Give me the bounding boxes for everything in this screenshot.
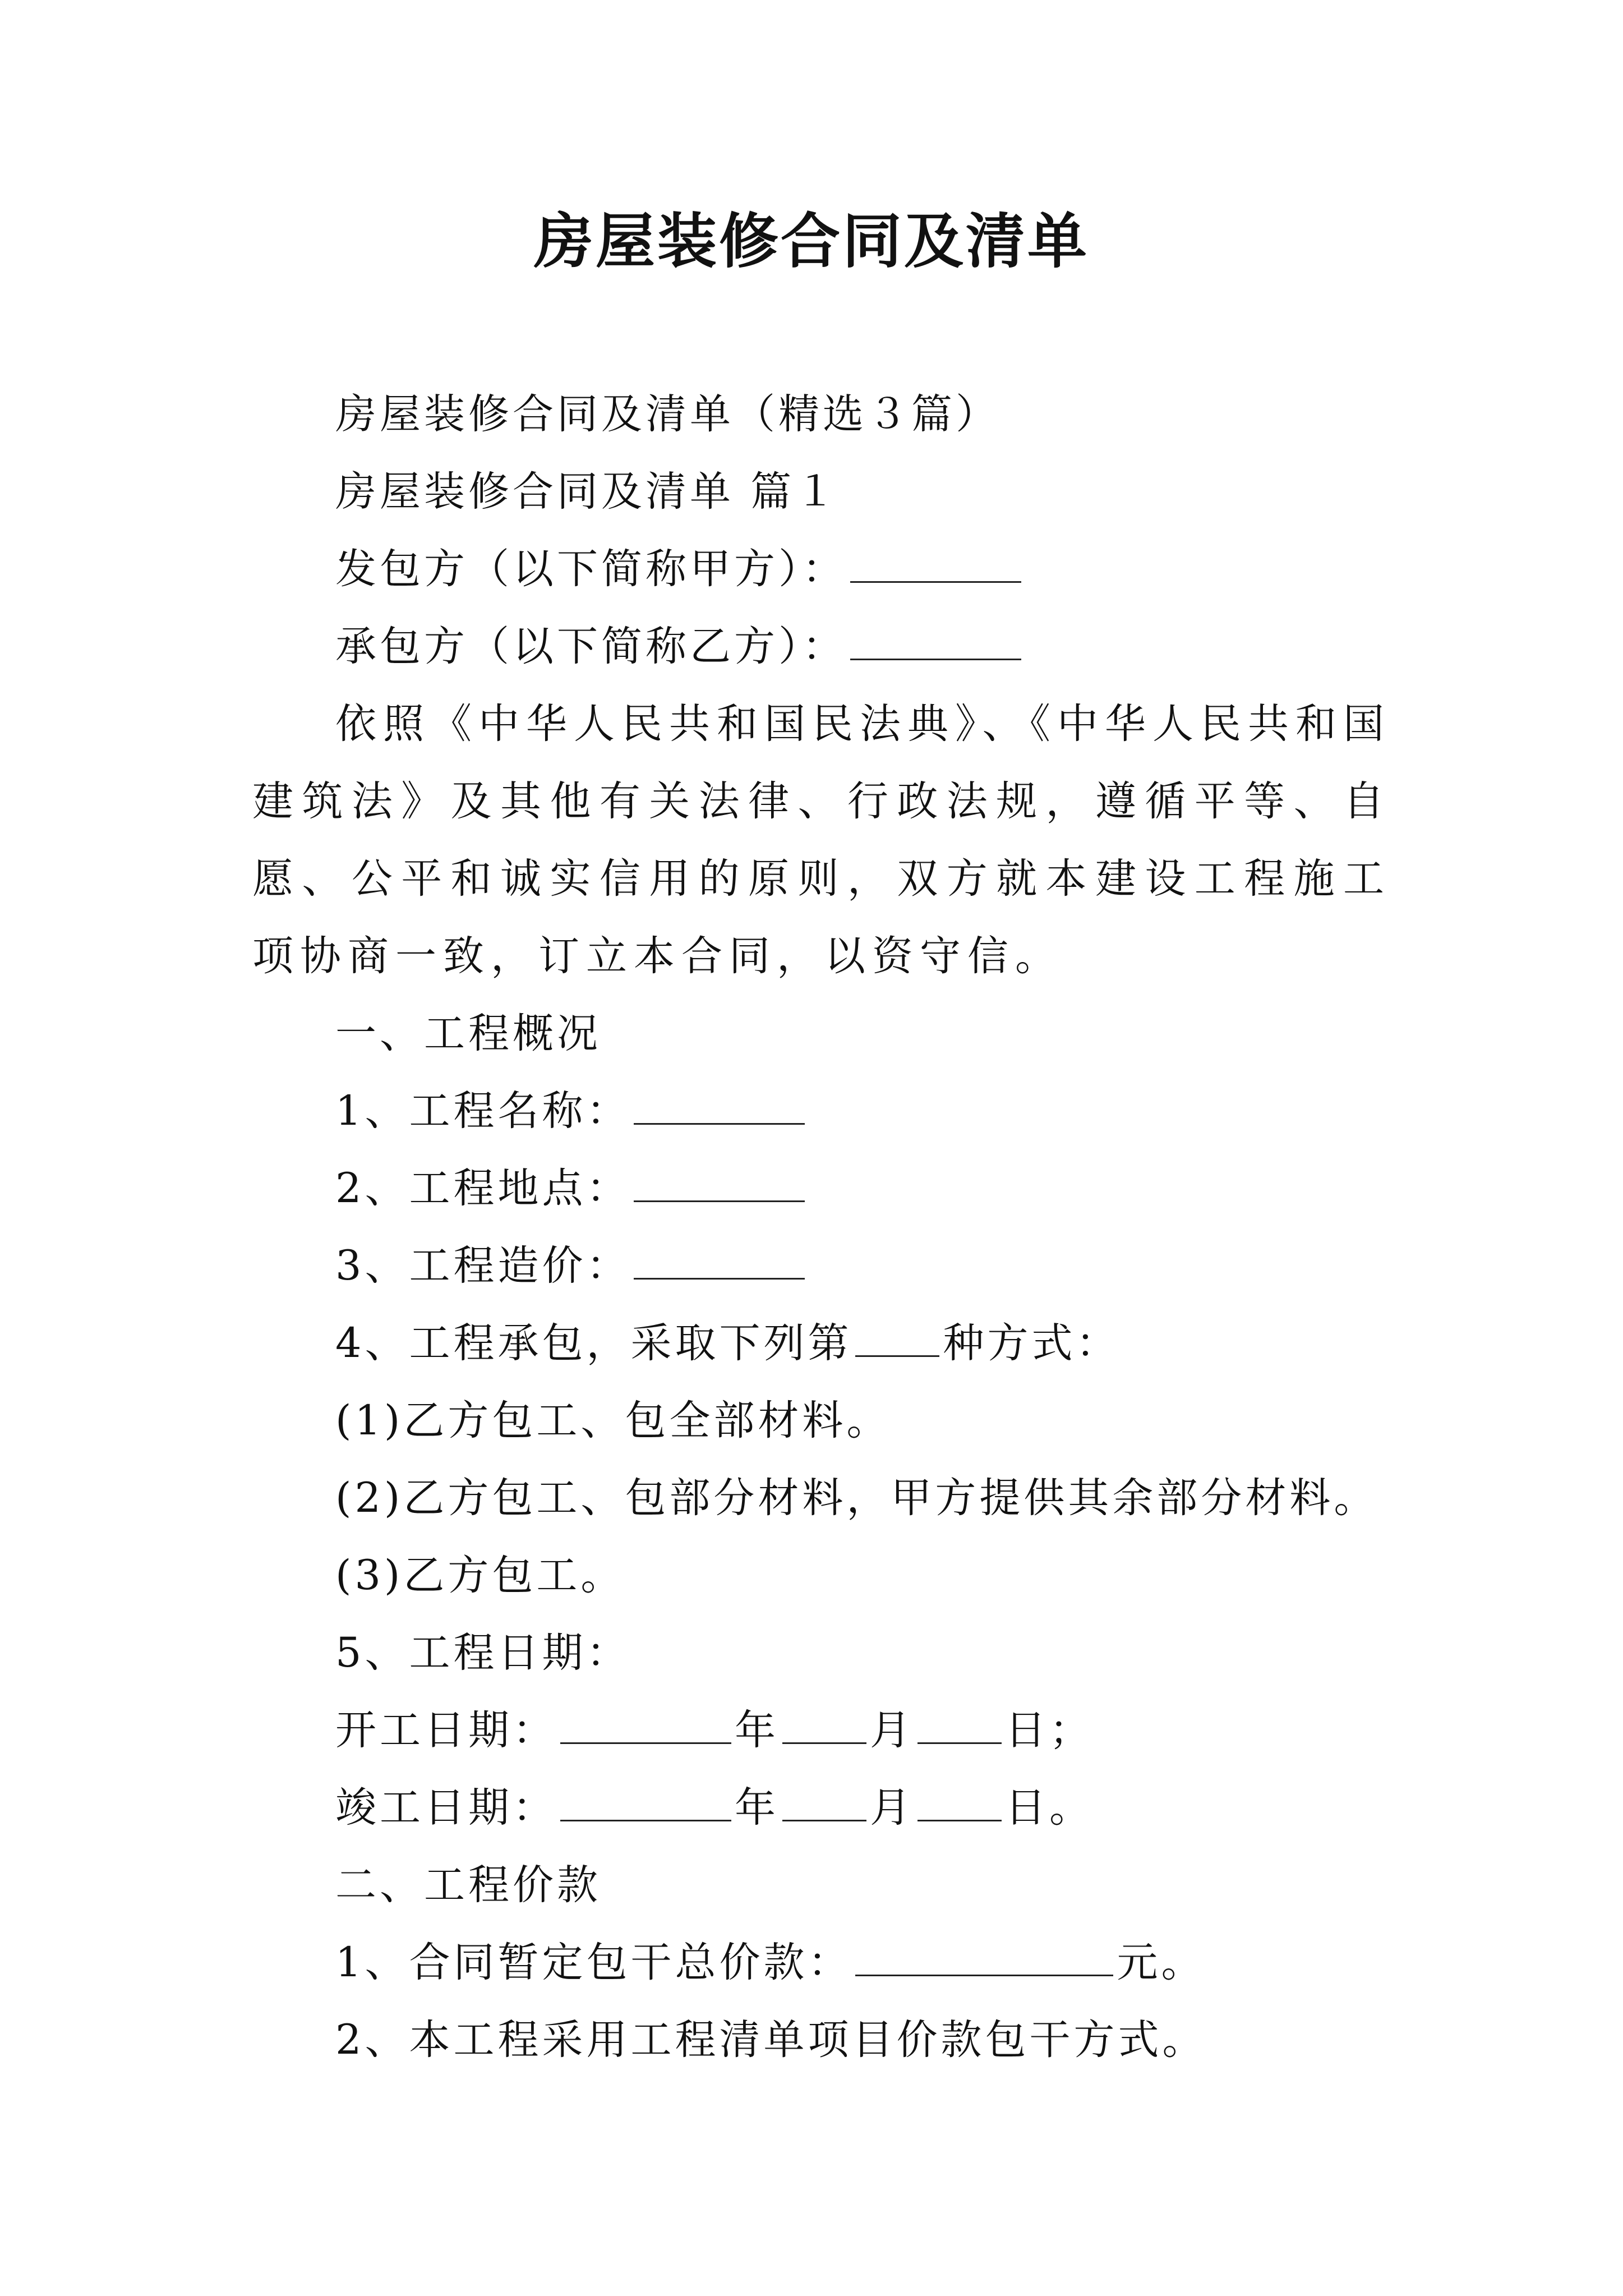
party-b-line xyxy=(252,608,1391,685)
document-body xyxy=(252,376,1391,2079)
section-heading-price: 二、工程价款 xyxy=(335,1861,601,1909)
contract-mode-line xyxy=(252,1305,1391,1382)
start-date-line xyxy=(252,1692,1391,1769)
total-price-line xyxy=(252,1924,1391,2001)
section-heading-overview: 一、工程概况 xyxy=(335,1010,601,1057)
project-cost-label: 3、工程造价： xyxy=(335,1242,631,1290)
party-a-label: 发包方（以下简称甲方）： xyxy=(335,545,847,593)
option-3: (3)乙方包工。 xyxy=(335,1552,625,1599)
project-dates-heading: 5、工程日期： xyxy=(335,1629,631,1677)
total-price-label: 1、合同暂定包干总价款： xyxy=(335,1939,852,1986)
start-day-blank xyxy=(917,1709,1002,1744)
contract-mode-suffix: 种方式： xyxy=(943,1319,1121,1367)
end-day-blank xyxy=(917,1786,1002,1821)
project-name-label: 1、工程名称： xyxy=(335,1087,631,1135)
contract-mode-label: 4、工程承包，采取下列第 xyxy=(335,1319,852,1367)
part-heading: 房屋装修合同及清单 篇１ xyxy=(335,468,840,516)
end-day-unit: 日。 xyxy=(1005,1784,1094,1832)
project-location-label: 2、工程地点： xyxy=(335,1165,631,1212)
pricing-method-line: 2、本工程采用工程清单项目价款包干方式。 xyxy=(335,2016,1207,2064)
end-month-blank xyxy=(782,1786,866,1821)
party-a-line xyxy=(252,531,1391,608)
start-day-unit: 日； xyxy=(1005,1706,1094,1754)
total-price-blank xyxy=(855,1941,1113,1976)
start-month-unit: 月 xyxy=(870,1706,914,1754)
party-b-label: 承包方（以下简称乙方）： xyxy=(335,623,847,670)
end-date-line xyxy=(252,1769,1391,1847)
contract-mode-blank xyxy=(855,1322,939,1357)
option-2: (2)乙方包工、包部分材料，甲方提供其余部分材料。 xyxy=(335,1474,1378,1522)
party-a-blank xyxy=(850,547,1021,583)
preamble-paragraph: 依照《中华人民共和国民法典》、《中华人民共和国建筑法》及其他有关法律、行政法规，遵循平等、自愿、公平和诚实信用的原则，双方就本建设工程施工项协商一致，订立本合同，以资守信。 xyxy=(252,700,1391,980)
project-name-blank xyxy=(634,1089,805,1125)
start-year-blank xyxy=(560,1709,731,1744)
subtitle-line: 房屋装修合同及清单（精选３篇） xyxy=(335,390,1000,438)
end-year-unit: 年 xyxy=(735,1784,779,1832)
end-date-label: 竣工日期： xyxy=(335,1784,557,1832)
option-1: (1)乙方包工、包全部材料。 xyxy=(335,1397,891,1444)
total-price-unit: 元。 xyxy=(1117,1939,1206,1986)
project-cost-line xyxy=(252,1227,1391,1305)
project-name-line xyxy=(252,1073,1391,1150)
end-year-blank xyxy=(560,1786,731,1821)
project-location-line xyxy=(252,1150,1391,1227)
start-month-blank xyxy=(782,1709,866,1744)
document-title: 房屋装修合同及清单 xyxy=(534,206,1089,276)
start-date-label: 开工日期： xyxy=(335,1706,557,1754)
start-year-unit: 年 xyxy=(735,1706,779,1754)
project-location-blank xyxy=(634,1167,805,1202)
project-cost-blank xyxy=(634,1244,805,1280)
end-month-unit: 月 xyxy=(870,1784,914,1832)
party-b-blank xyxy=(850,625,1021,660)
